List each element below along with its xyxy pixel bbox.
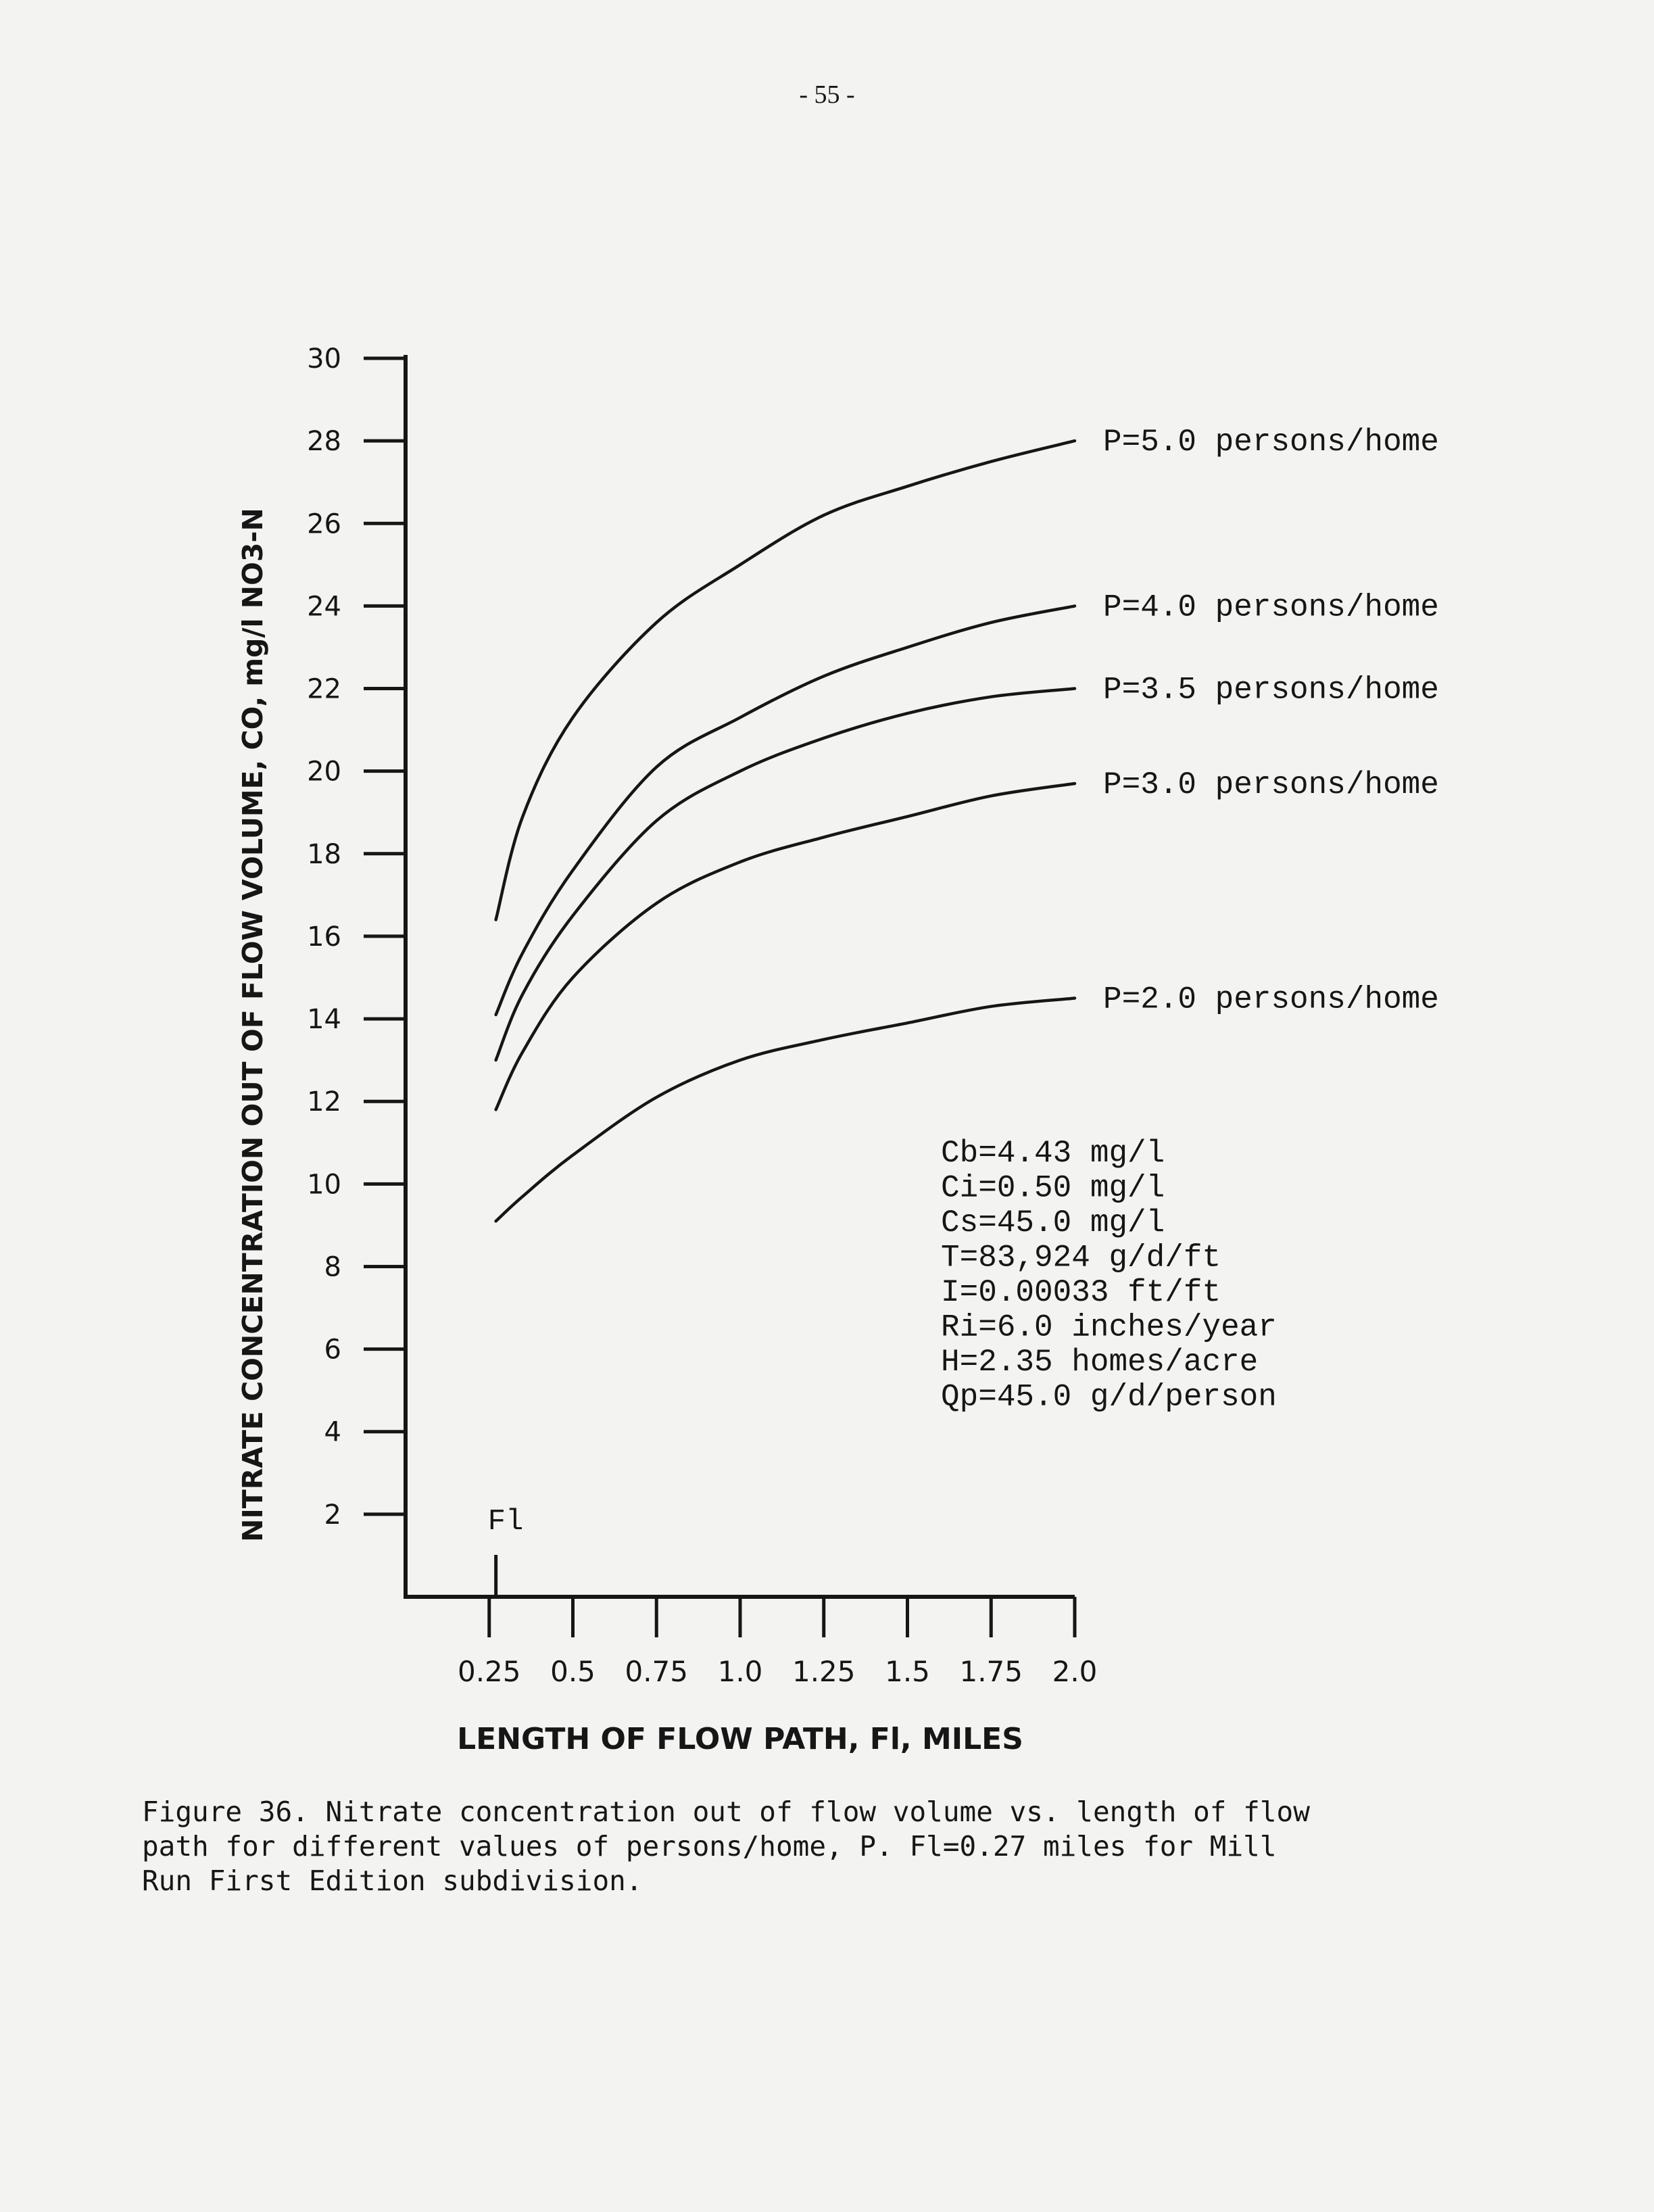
y-tick-label: 28 [307, 426, 341, 458]
figure-caption: Figure 36. Nitrate concentration out of flow volume vs. length of flow path for different values of persons/home, P. Fl=0.27 miles for Mill Run First Edition subdivision. [142, 1796, 1310, 1897]
parameter-annotation: I=0.00033 ft/ft [941, 1275, 1221, 1310]
y-tick-label: 16 [307, 921, 341, 953]
x-axis-title: LENGTH OF FLOW PATH, Fl, MILES [457, 1722, 1023, 1756]
x-tick-label: 0.75 [625, 1655, 689, 1688]
series-line-p-3-5-persons-home [496, 689, 1075, 1061]
x-tick-label: 0.5 [550, 1655, 595, 1688]
series-label-p-4-0-persons-home: P=4.0 persons/home [1103, 590, 1439, 625]
parameter-annotation: Ci=0.50 mg/l [941, 1170, 1165, 1206]
x-tick-label: 0.25 [457, 1655, 521, 1688]
x-tick-label: 1.75 [959, 1655, 1023, 1688]
parameter-annotation: Ri=6.0 inches/year [941, 1309, 1277, 1345]
fl-marker-label: Fl [487, 1505, 524, 1539]
x-tick-label: 2.0 [1052, 1655, 1098, 1688]
y-tick-label: 8 [324, 1251, 341, 1283]
y-tick-label: 18 [307, 838, 341, 870]
x-tick-label: 1.25 [792, 1655, 856, 1688]
page-number: - 55 - [799, 80, 855, 109]
y-tick-label: 14 [307, 1004, 341, 1036]
y-tick-label: 22 [307, 673, 341, 705]
y-tick-label: 6 [324, 1334, 341, 1366]
y-axis-title: NITRATE CONCENTRATION OUT OF FLOW VOLUME, CO, mg/l NO3-N [237, 508, 269, 1542]
y-tick-label: 2 [324, 1499, 341, 1531]
parameter-annotation: Cs=45.0 mg/l [941, 1205, 1165, 1241]
parameter-annotation: Cb=4.43 mg/l [941, 1136, 1165, 1171]
y-tick-label: 24 [307, 591, 341, 623]
parameter-annotation: Qp=45.0 g/d/person [941, 1379, 1277, 1415]
parameter-annotation: H=2.35 homes/acre [941, 1345, 1259, 1380]
series-line-p-4-0-persons-home [496, 606, 1075, 1015]
series-line-p-3-0-persons-home [496, 784, 1075, 1109]
y-tick-label: 30 [307, 343, 341, 375]
parameter-annotation: T=83,924 g/d/ft [941, 1240, 1221, 1276]
y-tick-label: 4 [324, 1416, 341, 1448]
series-label-p-5-0-persons-home: P=5.0 persons/home [1103, 425, 1439, 460]
series-label-p-2-0-persons-home: P=2.0 persons/home [1103, 982, 1439, 1017]
y-tick-label: 10 [307, 1169, 341, 1201]
y-tick-label: 12 [307, 1086, 341, 1118]
x-tick-label: 1.5 [885, 1655, 930, 1688]
series-label-p-3-5-persons-home: P=3.5 persons/home [1103, 672, 1439, 708]
series-label-p-3-0-persons-home: P=3.0 persons/home [1103, 767, 1439, 802]
y-tick-label: 26 [307, 508, 341, 540]
y-tick-label: 20 [307, 756, 341, 788]
x-tick-label: 1.0 [717, 1655, 763, 1688]
